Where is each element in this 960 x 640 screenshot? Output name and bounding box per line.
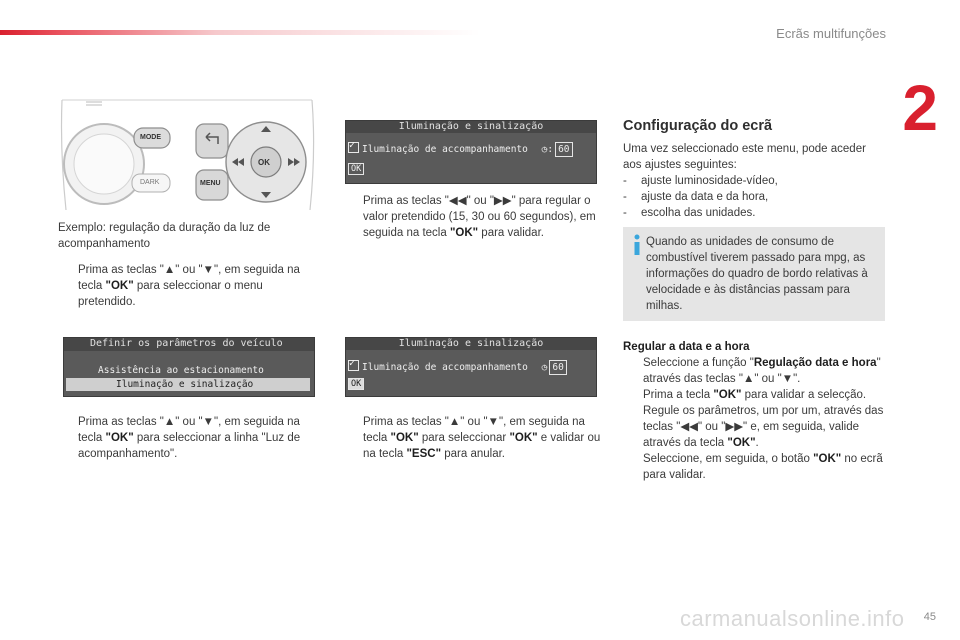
date-step: Prima a tecla "OK" para validar a selecção. bbox=[623, 387, 887, 403]
duration-value[interactable]: 60 bbox=[555, 142, 572, 157]
date-time-section bbox=[623, 339, 887, 483]
setting-row[interactable]: ✓Iluminação de accompanhamento ◷: 60 bbox=[348, 141, 573, 154]
screen-title: Iluminação e sinalização bbox=[346, 338, 596, 350]
option-item: - ajuste da data e da hora, bbox=[623, 191, 769, 203]
screen-ok-button[interactable]: OK bbox=[348, 378, 364, 390]
header-accent-bar bbox=[0, 30, 480, 35]
lighting-screen-bottom bbox=[345, 337, 597, 397]
clock-icon: ◷: bbox=[541, 144, 554, 155]
checkbox-icon[interactable] bbox=[348, 142, 359, 153]
checkbox-icon[interactable] bbox=[348, 360, 359, 371]
bullet-icon bbox=[343, 193, 363, 241]
vehicle-params-screen bbox=[63, 337, 315, 397]
section-heading: Configuração do ecrã bbox=[623, 118, 773, 134]
control-panel-illustration bbox=[56, 92, 318, 214]
menu-item-lighting[interactable]: Iluminação e sinalização bbox=[66, 378, 310, 391]
page-number: 45 bbox=[923, 611, 936, 623]
menu-item-parking-assist[interactable]: Assistência ao estacionamento bbox=[98, 365, 264, 376]
setting-row[interactable]: ✓Iluminação de accompanhamento ◷ 60 bbox=[348, 359, 567, 372]
screen-title: Definir os parâmetros do veículo bbox=[64, 338, 314, 351]
option-item: - escolha das unidades. bbox=[623, 207, 756, 219]
menu-button: MENU bbox=[200, 180, 221, 187]
clock-icon: ◷ bbox=[541, 362, 548, 373]
bullet-icon bbox=[623, 387, 643, 403]
lighting-screen-top bbox=[345, 120, 597, 184]
step-validate: Prima as teclas "▲" ou "▼", em seguida na tecla "OK" para seleccionar "OK" e validar ou na tecla "ESC" para anular. bbox=[343, 414, 605, 462]
date-step: Seleccione, em seguida, o botão "OK" no ecrã para validar. bbox=[623, 451, 887, 483]
section-intro: Uma vez seleccionado este menu, pode aceder aos ajustes seguintes: bbox=[623, 143, 866, 171]
info-icon bbox=[632, 234, 642, 256]
ok-button: OK bbox=[258, 158, 270, 167]
example-caption: Exemplo: regulação da duração da luz de acompanhamento bbox=[58, 222, 271, 250]
watermark: carmanualsonline.info bbox=[680, 606, 905, 631]
bullet-icon bbox=[343, 414, 363, 462]
bullet-icon bbox=[623, 355, 643, 387]
step-select-line: Prima as teclas "▲" ou "▼", em seguida na tecla "OK" para seleccionar a linha "Luz de acompanhamento". bbox=[58, 414, 320, 462]
step-select-menu: Prima as teclas "▲" ou "▼", em seguida na tecla "OK" para seleccionar o menu pretendido. bbox=[58, 262, 308, 310]
date-step: Regule os parâmetros, um por um, através das teclas "◀◀" ou "▶▶" e, em seguida, valide através da tecla "OK". bbox=[623, 403, 887, 451]
bullet-icon bbox=[58, 414, 78, 462]
option-item: - ajuste luminosidade-vídeo, bbox=[623, 175, 778, 187]
duration-value[interactable]: 60 bbox=[549, 360, 566, 375]
bullet-icon bbox=[623, 451, 643, 483]
screen-ok-button[interactable]: OK bbox=[348, 163, 364, 175]
mode-button: MODE bbox=[140, 134, 161, 141]
section-title: Ecrãs multifunções bbox=[776, 26, 886, 41]
config-section bbox=[623, 118, 887, 221]
info-text: Quando as unidades de consumo de combustível tiverem passado para mpg, as informações do quadro de bordo relativas à velocidade e às distâncias passam para milhas. bbox=[646, 236, 868, 312]
bullet-icon bbox=[58, 262, 78, 310]
step-adjust-value: Prima as teclas "◀◀" ou "▶▶" para regular o valor pretendido (15, 30 ou 60 segundos), em seguida na tecla "OK" para validar. bbox=[343, 193, 605, 241]
dark-button: DARK bbox=[140, 179, 160, 186]
screen-title: Iluminação e sinalização bbox=[346, 121, 596, 133]
chapter-number: 2 bbox=[902, 72, 938, 144]
date-step: Seleccione a função "Regulação data e hora" através das teclas "▲" ou "▼". bbox=[623, 355, 887, 387]
bullet-icon bbox=[623, 403, 643, 451]
date-heading: Regular a data e a hora bbox=[623, 341, 750, 353]
